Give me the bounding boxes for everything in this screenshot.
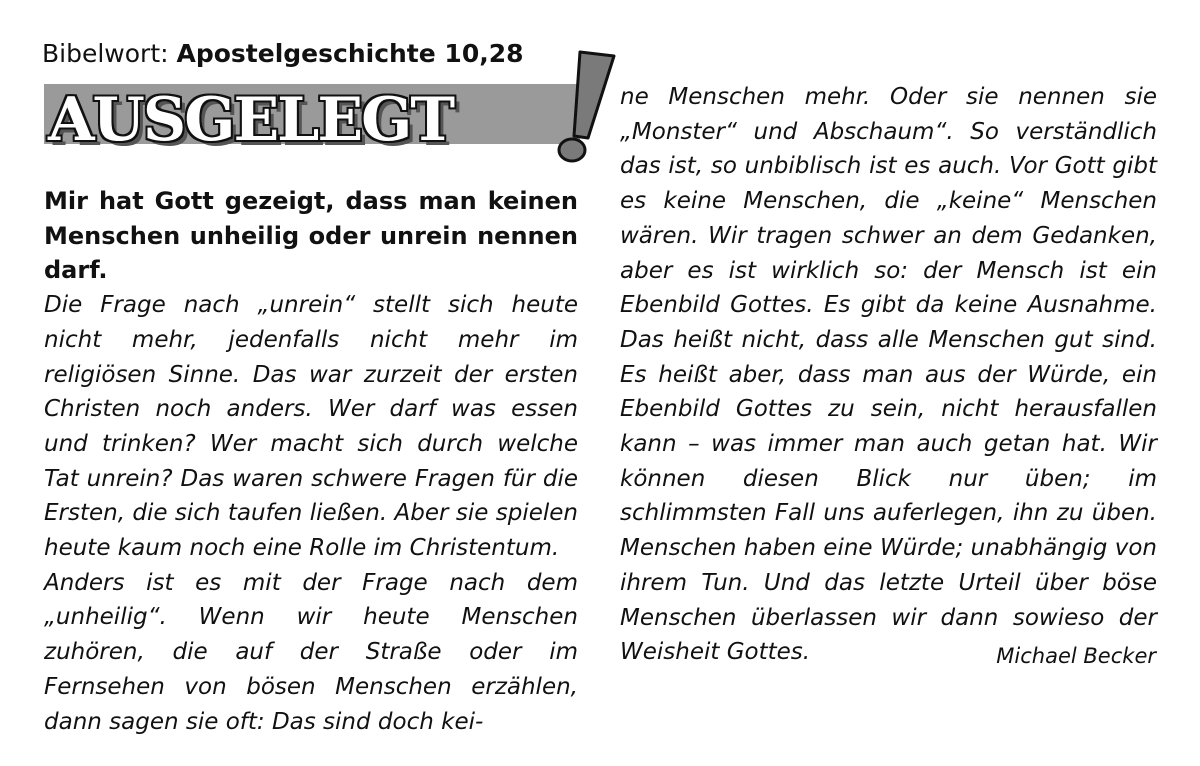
article-paragraph: Die Frage nach „unrein“ stellt sich heute nicht mehr, jedenfalls nicht mehr im religiösen Sinne. Das war zurzeit der ersten Christen noch anders. Wer darf was essen und trinken? Wer macht sich durch welche Tat unrein? Das waren schwere Fragen für die Ersten, die sich taufen ließen. Aber sie spielen heute kaum noch eine Rolle im Christentum. (44, 292, 578, 562)
article-lead: Mir hat Gott gezeigt, dass man keinen Menschen unheilig oder unrein nennen darf. (44, 187, 578, 285)
bible-verse-kicker (42, 38, 524, 70)
section-banner (44, 84, 580, 155)
author-byline: Michael Becker (996, 644, 1156, 668)
kicker-source: Apostelgeschichte 10,28 (176, 39, 524, 68)
banner-title: AUSGELEGT (48, 85, 453, 155)
article-column-left (44, 184, 578, 739)
article-paragraph: Anders ist es mit der Frage nach dem „unheilig“. Wenn wir heute Menschen zuhören, die auf der Straße oder im Fernsehen von bösen Menschen erzählen, dann sagen sie oft: Das sind doch kei- (44, 569, 578, 735)
article-column-right (620, 80, 1157, 670)
exclamation-mark-icon (544, 46, 624, 166)
article-paragraph-continued: ne Menschen mehr. Oder sie nennen sie „Monster“ und Abschaum“. So verständlich das ist, so unbiblisch ist es auch. Vor Gott gibt es keine Menschen, die „keine“ Menschen wären. Wir tragen schwer an dem Gedanken, aber es ist wirklich so: der Mensch ist ein Ebenbild Gottes. Es gibt da keine Ausnahme. Das heißt nicht, dass alle Menschen gut sind. Es heißt aber, dass man aus der Würde, ein Ebenbild Gottes zu sein, nicht herausfallen kann – was immer man auch getan hat. Wir können diesen Blick nur üben; im schlimmsten Fall uns auferlegen, ihn zu üben. Menschen haben eine Würde; unabhängig von ihrem Tun. Und das letzte Urteil über böse Menschen überlassen wir dann sowieso der Weisheit Gottes. (620, 84, 1157, 666)
kicker-label: Bibelwort: (42, 39, 169, 68)
